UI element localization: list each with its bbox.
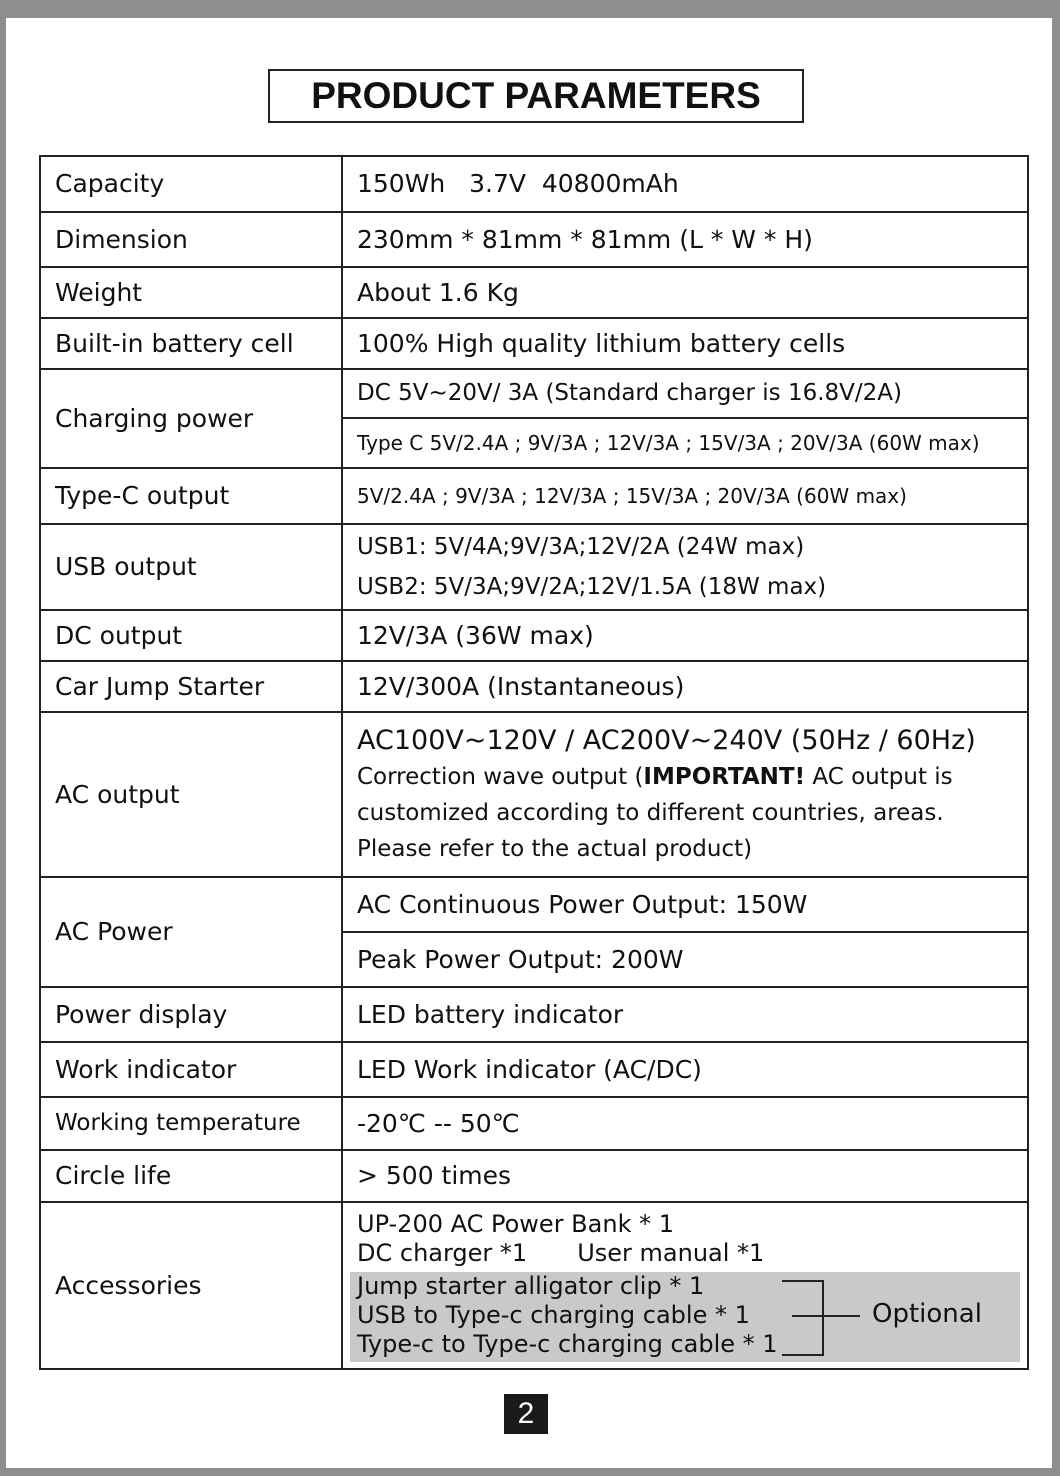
row-value: 100% High quality lithium battery cells bbox=[342, 318, 1028, 369]
important-text: IMPORTANT! bbox=[643, 763, 806, 790]
optional-items bbox=[357, 1272, 778, 1359]
optional-item: Type-c to Type-c charging cable * 1 bbox=[357, 1329, 778, 1358]
row-label: Charging power bbox=[40, 369, 342, 468]
table-row bbox=[40, 1202, 1028, 1369]
row-label: USB output bbox=[40, 524, 342, 610]
accessory-item: UP-200 AC Power Bank * 1 bbox=[357, 1209, 674, 1238]
table-row bbox=[40, 1097, 1028, 1150]
accessories-cell bbox=[342, 1202, 1028, 1369]
optional-label: Optional bbox=[872, 1298, 982, 1329]
usb2-line: USB2: 5V/3A;9V/2A;12V/1.5A (18W max) bbox=[357, 574, 827, 600]
row-value: > 500 times bbox=[342, 1150, 1028, 1202]
ac-output-line2-text: Correction wave output ( bbox=[357, 763, 644, 790]
ac-output-line2-tail: AC output is bbox=[805, 763, 953, 790]
optional-item: Jump starter alligator clip * 1 bbox=[357, 1271, 705, 1300]
bracket-line bbox=[782, 1280, 824, 1356]
row-label: Power display bbox=[40, 987, 342, 1042]
table-row bbox=[40, 610, 1028, 661]
optional-accessories-box bbox=[350, 1272, 1020, 1362]
bracket-connector bbox=[792, 1315, 860, 1317]
row-value: About 1.6 Kg bbox=[342, 267, 1028, 318]
usb1-line: USB1: 5V/4A;9V/3A;12V/2A (24W max) bbox=[357, 534, 805, 560]
row-value: Type C 5V/2.4A ; 9V/3A ; 12V/3A ; 15V/3A ; 20V/3A (60W max) bbox=[342, 418, 1028, 468]
table-row bbox=[40, 1042, 1028, 1097]
table-row bbox=[40, 318, 1028, 369]
row-value: LED Work indicator (AC/DC) bbox=[342, 1042, 1028, 1097]
row-label: Weight bbox=[40, 267, 342, 318]
row-value: 230mm * 81mm * 81mm (L * W * H) bbox=[342, 212, 1028, 267]
row-label: AC Power bbox=[40, 877, 342, 987]
row-label: Type-C output bbox=[40, 468, 342, 524]
table-row bbox=[40, 877, 1028, 932]
ac-output-line2 bbox=[357, 759, 1013, 795]
row-label: Capacity bbox=[40, 156, 342, 212]
row-label: Accessories bbox=[40, 1202, 342, 1369]
row-label: AC output bbox=[40, 712, 342, 877]
table-row bbox=[40, 468, 1028, 524]
table-row bbox=[40, 369, 1028, 418]
accessory-item: DC charger *1 bbox=[357, 1238, 528, 1267]
row-label: Circle life bbox=[40, 1150, 342, 1202]
table-row bbox=[40, 212, 1028, 267]
row-value: 12V/3A (36W max) bbox=[342, 610, 1028, 661]
row-value: -20℃ -- 50℃ bbox=[342, 1097, 1028, 1150]
page-title: PRODUCT PARAMETERS bbox=[268, 69, 804, 123]
row-value bbox=[342, 712, 1028, 877]
row-value bbox=[342, 524, 1028, 610]
optional-item: USB to Type-c charging cable * 1 bbox=[357, 1300, 750, 1329]
table-row bbox=[40, 661, 1028, 712]
row-value: LED battery indicator bbox=[342, 987, 1028, 1042]
table-row bbox=[40, 267, 1028, 318]
row-value: 12V/300A (Instantaneous) bbox=[342, 661, 1028, 712]
ac-output-line4: Please refer to the actual product) bbox=[357, 835, 753, 862]
row-label: Built-in battery cell bbox=[40, 318, 342, 369]
accessory-line bbox=[350, 1239, 1020, 1268]
product-parameters-table bbox=[39, 155, 1029, 1370]
table-row bbox=[40, 524, 1028, 610]
row-value: 150Wh 3.7V 40800mAh bbox=[342, 156, 1028, 212]
row-value: 5V/2.4A ; 9V/3A ; 12V/3A ; 15V/3A ; 20V/3A (60W max) bbox=[342, 468, 1028, 524]
row-label: Car Jump Starter bbox=[40, 661, 342, 712]
manual-page bbox=[6, 18, 1052, 1468]
row-value: Peak Power Output: 200W bbox=[342, 932, 1028, 987]
accessory-item: User manual *1 bbox=[577, 1238, 765, 1267]
row-value: AC Continuous Power Output: 150W bbox=[342, 877, 1028, 932]
row-label: Work indicator bbox=[40, 1042, 342, 1097]
row-label: Dimension bbox=[40, 212, 342, 267]
ac-output-line1: AC100V~120V / AC200V~240V (50Hz / 60Hz) bbox=[357, 724, 976, 756]
row-label: Working temperature bbox=[40, 1097, 342, 1150]
table-row bbox=[40, 156, 1028, 212]
table-row bbox=[40, 712, 1028, 877]
table-row bbox=[40, 987, 1028, 1042]
ac-output-line3: customized according to different countries, areas. bbox=[357, 799, 944, 826]
row-value: DC 5V~20V/ 3A (Standard charger is 16.8V/2A) bbox=[342, 369, 1028, 418]
table-row bbox=[40, 1150, 1028, 1202]
row-label: DC output bbox=[40, 610, 342, 661]
page-number: 2 bbox=[504, 1394, 548, 1434]
